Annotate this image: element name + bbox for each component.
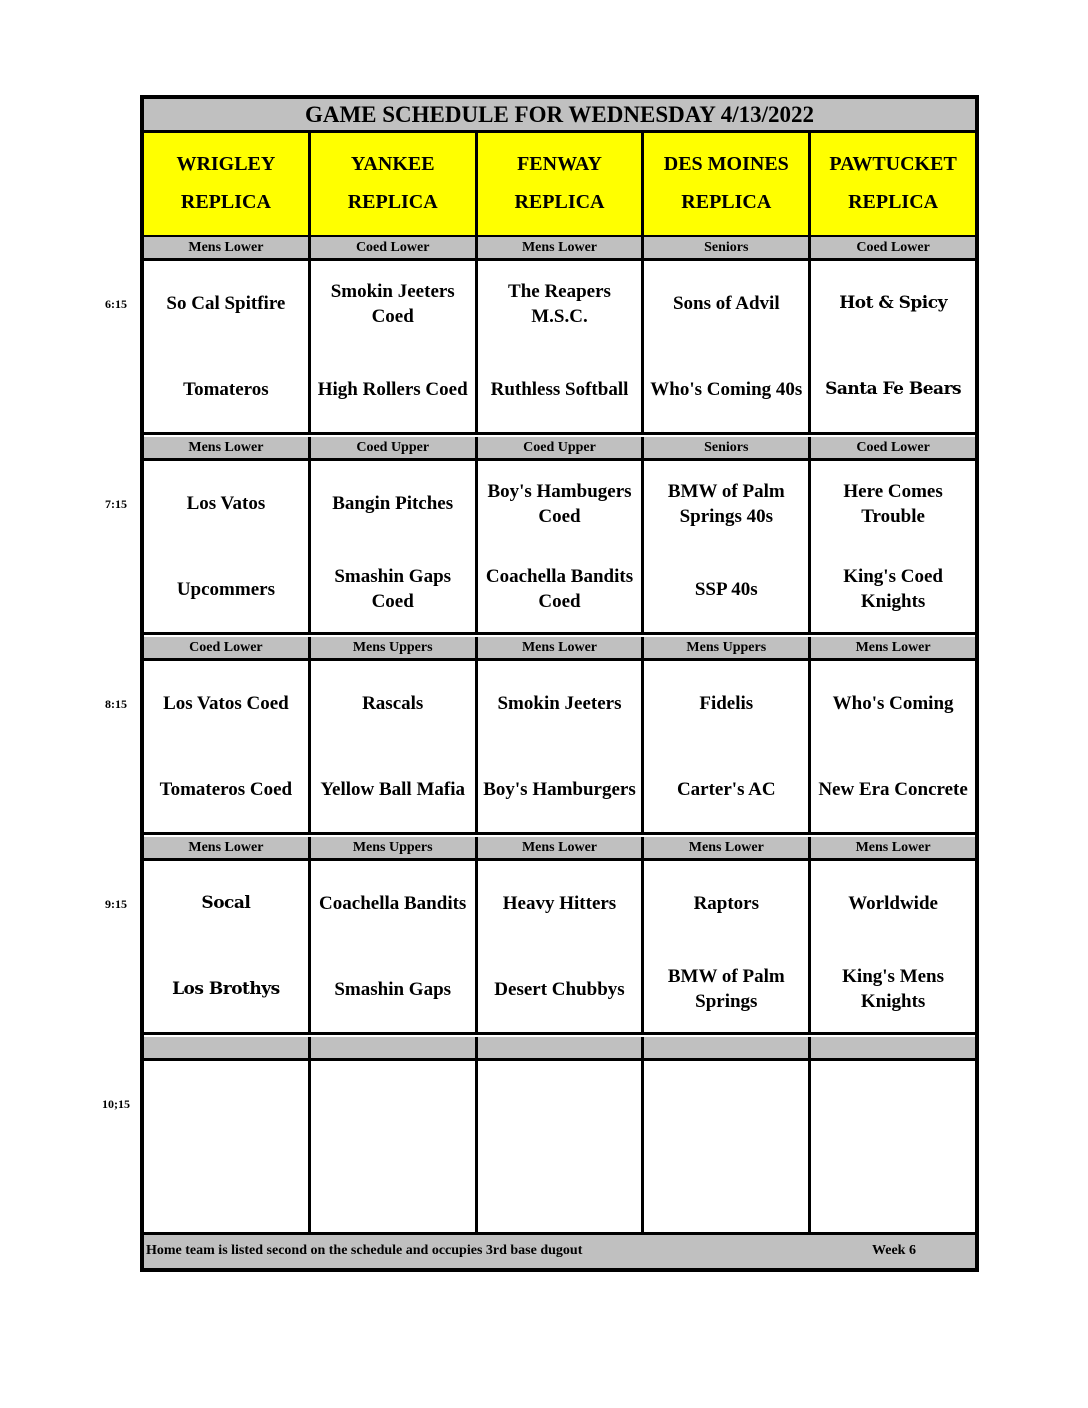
time-label: 8:15 bbox=[105, 697, 127, 711]
field-name: DES MOINES bbox=[663, 153, 789, 175]
home-team: SSP 40s bbox=[694, 578, 758, 600]
field-type: REPLICA bbox=[848, 191, 939, 213]
away-team: Here Comes Trouble bbox=[843, 480, 943, 527]
game-cell bbox=[311, 661, 478, 832]
home-team: King's Coed Knights bbox=[843, 566, 943, 613]
game-cell bbox=[478, 661, 645, 832]
field-header-pawtucket bbox=[811, 133, 975, 235]
division-label: Mens Uppers bbox=[644, 637, 811, 658]
game-cell bbox=[644, 461, 811, 632]
division-label: Mens Lower bbox=[478, 237, 645, 258]
division-row bbox=[144, 637, 975, 661]
home-team: Who's Coming 40s bbox=[650, 378, 803, 400]
division-label bbox=[144, 1037, 311, 1058]
home-team: Yellow Ball Mafia bbox=[320, 778, 465, 800]
away-team: Los Vatos bbox=[186, 493, 266, 515]
division-label: Coed Lower bbox=[311, 237, 478, 258]
game-cell bbox=[811, 461, 975, 632]
field-header-row bbox=[144, 133, 975, 237]
game-row bbox=[144, 861, 975, 1035]
home-team: BMW of Palm Springs bbox=[667, 966, 785, 1013]
away-team: Coachella Bandits bbox=[319, 893, 467, 915]
game-cell bbox=[478, 1061, 645, 1232]
division-label: Seniors bbox=[644, 437, 811, 458]
schedule-footer bbox=[144, 1235, 975, 1268]
time-label: 6:15 bbox=[105, 297, 127, 311]
home-team: Upcommers bbox=[176, 578, 275, 600]
home-team: Los Brothys bbox=[172, 978, 280, 999]
schedule-sheet bbox=[140, 95, 979, 1272]
division-row bbox=[144, 237, 975, 261]
away-team: Hot & Spicy bbox=[839, 293, 947, 314]
game-row bbox=[144, 661, 975, 835]
away-team: Smokin Jeeters Coed bbox=[330, 280, 455, 327]
away-team: Rascals bbox=[362, 693, 424, 715]
field-type: REPLICA bbox=[180, 191, 271, 213]
field-name: FENWAY bbox=[517, 153, 602, 175]
division-label: Mens Lower bbox=[644, 837, 811, 858]
field-header-wrigley bbox=[144, 133, 311, 235]
away-team: Heavy Hitters bbox=[502, 893, 617, 915]
game-cell bbox=[644, 1061, 811, 1232]
home-team: Coachella Bandits Coed bbox=[485, 566, 634, 613]
division-label: Coed Lower bbox=[144, 637, 311, 658]
away-team: So Cal Spitfire bbox=[166, 293, 286, 315]
game-cell bbox=[811, 261, 975, 432]
away-team: Boy's Hambugers Coed bbox=[487, 480, 632, 527]
division-label: Mens Lower bbox=[144, 837, 311, 858]
home-team: Santa Fe Bears bbox=[825, 378, 962, 399]
away-team: Smokin Jeeters bbox=[497, 693, 622, 715]
home-team bbox=[144, 1147, 308, 1233]
game-cell bbox=[144, 1061, 311, 1232]
division-label: Mens Uppers bbox=[311, 837, 478, 858]
field-name: PAWTUCKET bbox=[829, 153, 957, 175]
game-cell bbox=[311, 861, 478, 1032]
home-team: Ruthless Softball bbox=[490, 378, 629, 400]
home-team: Desert Chubbys bbox=[494, 978, 625, 1000]
game-cell bbox=[144, 461, 311, 632]
game-cell bbox=[811, 1061, 975, 1232]
game-cell bbox=[144, 261, 311, 432]
home-team: Boy's Hamburgers bbox=[483, 778, 636, 800]
division-label: Coed Lower bbox=[811, 237, 975, 258]
division-label: Mens Lower bbox=[144, 437, 311, 458]
game-cell bbox=[311, 461, 478, 632]
division-label bbox=[478, 1037, 645, 1058]
time-label: 10;15 bbox=[102, 1097, 130, 1111]
game-cell bbox=[811, 661, 975, 832]
division-label: Mens Lower bbox=[478, 637, 645, 658]
division-row bbox=[144, 1037, 975, 1061]
game-row bbox=[144, 261, 975, 435]
home-team: Smashin Gaps Coed bbox=[334, 566, 452, 613]
home-team: Tomateros Coed bbox=[159, 778, 293, 800]
division-label: Mens Lower bbox=[811, 837, 975, 858]
game-row bbox=[144, 461, 975, 635]
schedule-title: GAME SCHEDULE FOR WEDNESDAY 4/13/2022 bbox=[144, 99, 975, 133]
division-label: Mens Uppers bbox=[311, 637, 478, 658]
game-cell bbox=[644, 661, 811, 832]
game-cell bbox=[144, 861, 311, 1032]
time-label: 9:15 bbox=[105, 897, 127, 911]
division-label bbox=[811, 1037, 975, 1058]
division-row bbox=[144, 437, 975, 461]
away-team: Worldwide bbox=[848, 893, 938, 915]
away-team bbox=[644, 1061, 808, 1147]
division-label: Coed Upper bbox=[311, 437, 478, 458]
game-cell bbox=[478, 261, 645, 432]
away-team bbox=[811, 1061, 975, 1147]
game-cell bbox=[144, 661, 311, 832]
field-type: REPLICA bbox=[347, 191, 438, 213]
field-type: REPLICA bbox=[514, 191, 605, 213]
division-label bbox=[644, 1037, 811, 1058]
home-team: King's Mens Knights bbox=[842, 966, 945, 1013]
home-team bbox=[811, 1147, 975, 1233]
home-team: High Rollers Coed bbox=[317, 378, 468, 400]
away-team bbox=[478, 1061, 642, 1147]
game-row bbox=[144, 1061, 975, 1235]
field-header-des-moines bbox=[644, 133, 811, 235]
game-cell bbox=[311, 261, 478, 432]
division-label: Coed Lower bbox=[811, 437, 975, 458]
away-team: The Reapers M.S.C. bbox=[508, 280, 611, 327]
home-team: New Era Concrete bbox=[818, 778, 968, 800]
field-name: WRIGLEY bbox=[176, 153, 276, 175]
field-type: REPLICA bbox=[681, 191, 772, 213]
away-team: Raptors bbox=[693, 893, 760, 915]
game-cell bbox=[811, 861, 975, 1032]
home-team bbox=[311, 1147, 475, 1233]
division-label bbox=[311, 1037, 478, 1058]
division-label: Mens Lower bbox=[144, 237, 311, 258]
home-team: Carter's AC bbox=[676, 778, 776, 800]
footer-note: Home team is listed second on the schedule and occupies 3rd base dugout bbox=[146, 1243, 583, 1258]
division-label: Mens Lower bbox=[811, 637, 975, 658]
home-team: Smashin Gaps bbox=[334, 978, 452, 1000]
game-cell bbox=[644, 861, 811, 1032]
division-label: Seniors bbox=[644, 237, 811, 258]
field-name: YANKEE bbox=[350, 153, 435, 175]
time-label: 7:15 bbox=[105, 497, 127, 511]
away-team: Who's Coming bbox=[832, 693, 954, 715]
away-team: Bangin Pitches bbox=[332, 493, 454, 515]
division-label: Mens Lower bbox=[478, 837, 645, 858]
away-team: Fidelis bbox=[699, 693, 754, 715]
away-team bbox=[311, 1061, 475, 1147]
week-label: Week 6 bbox=[872, 1243, 916, 1258]
away-team: Socal bbox=[201, 893, 251, 914]
field-header-fenway bbox=[478, 133, 645, 235]
game-cell bbox=[644, 261, 811, 432]
game-cell bbox=[478, 461, 645, 632]
field-header-yankee bbox=[311, 133, 478, 235]
game-cell bbox=[478, 861, 645, 1032]
away-team bbox=[144, 1061, 308, 1147]
game-cell bbox=[311, 1061, 478, 1232]
division-label: Coed Upper bbox=[478, 437, 645, 458]
home-team: Tomateros bbox=[183, 378, 269, 400]
away-team: BMW of Palm Springs 40s bbox=[667, 480, 785, 527]
away-team: Sons of Advil bbox=[672, 293, 780, 315]
away-team: Los Vatos Coed bbox=[163, 693, 289, 715]
home-team bbox=[644, 1147, 808, 1233]
division-row bbox=[144, 837, 975, 861]
home-team bbox=[478, 1147, 642, 1233]
